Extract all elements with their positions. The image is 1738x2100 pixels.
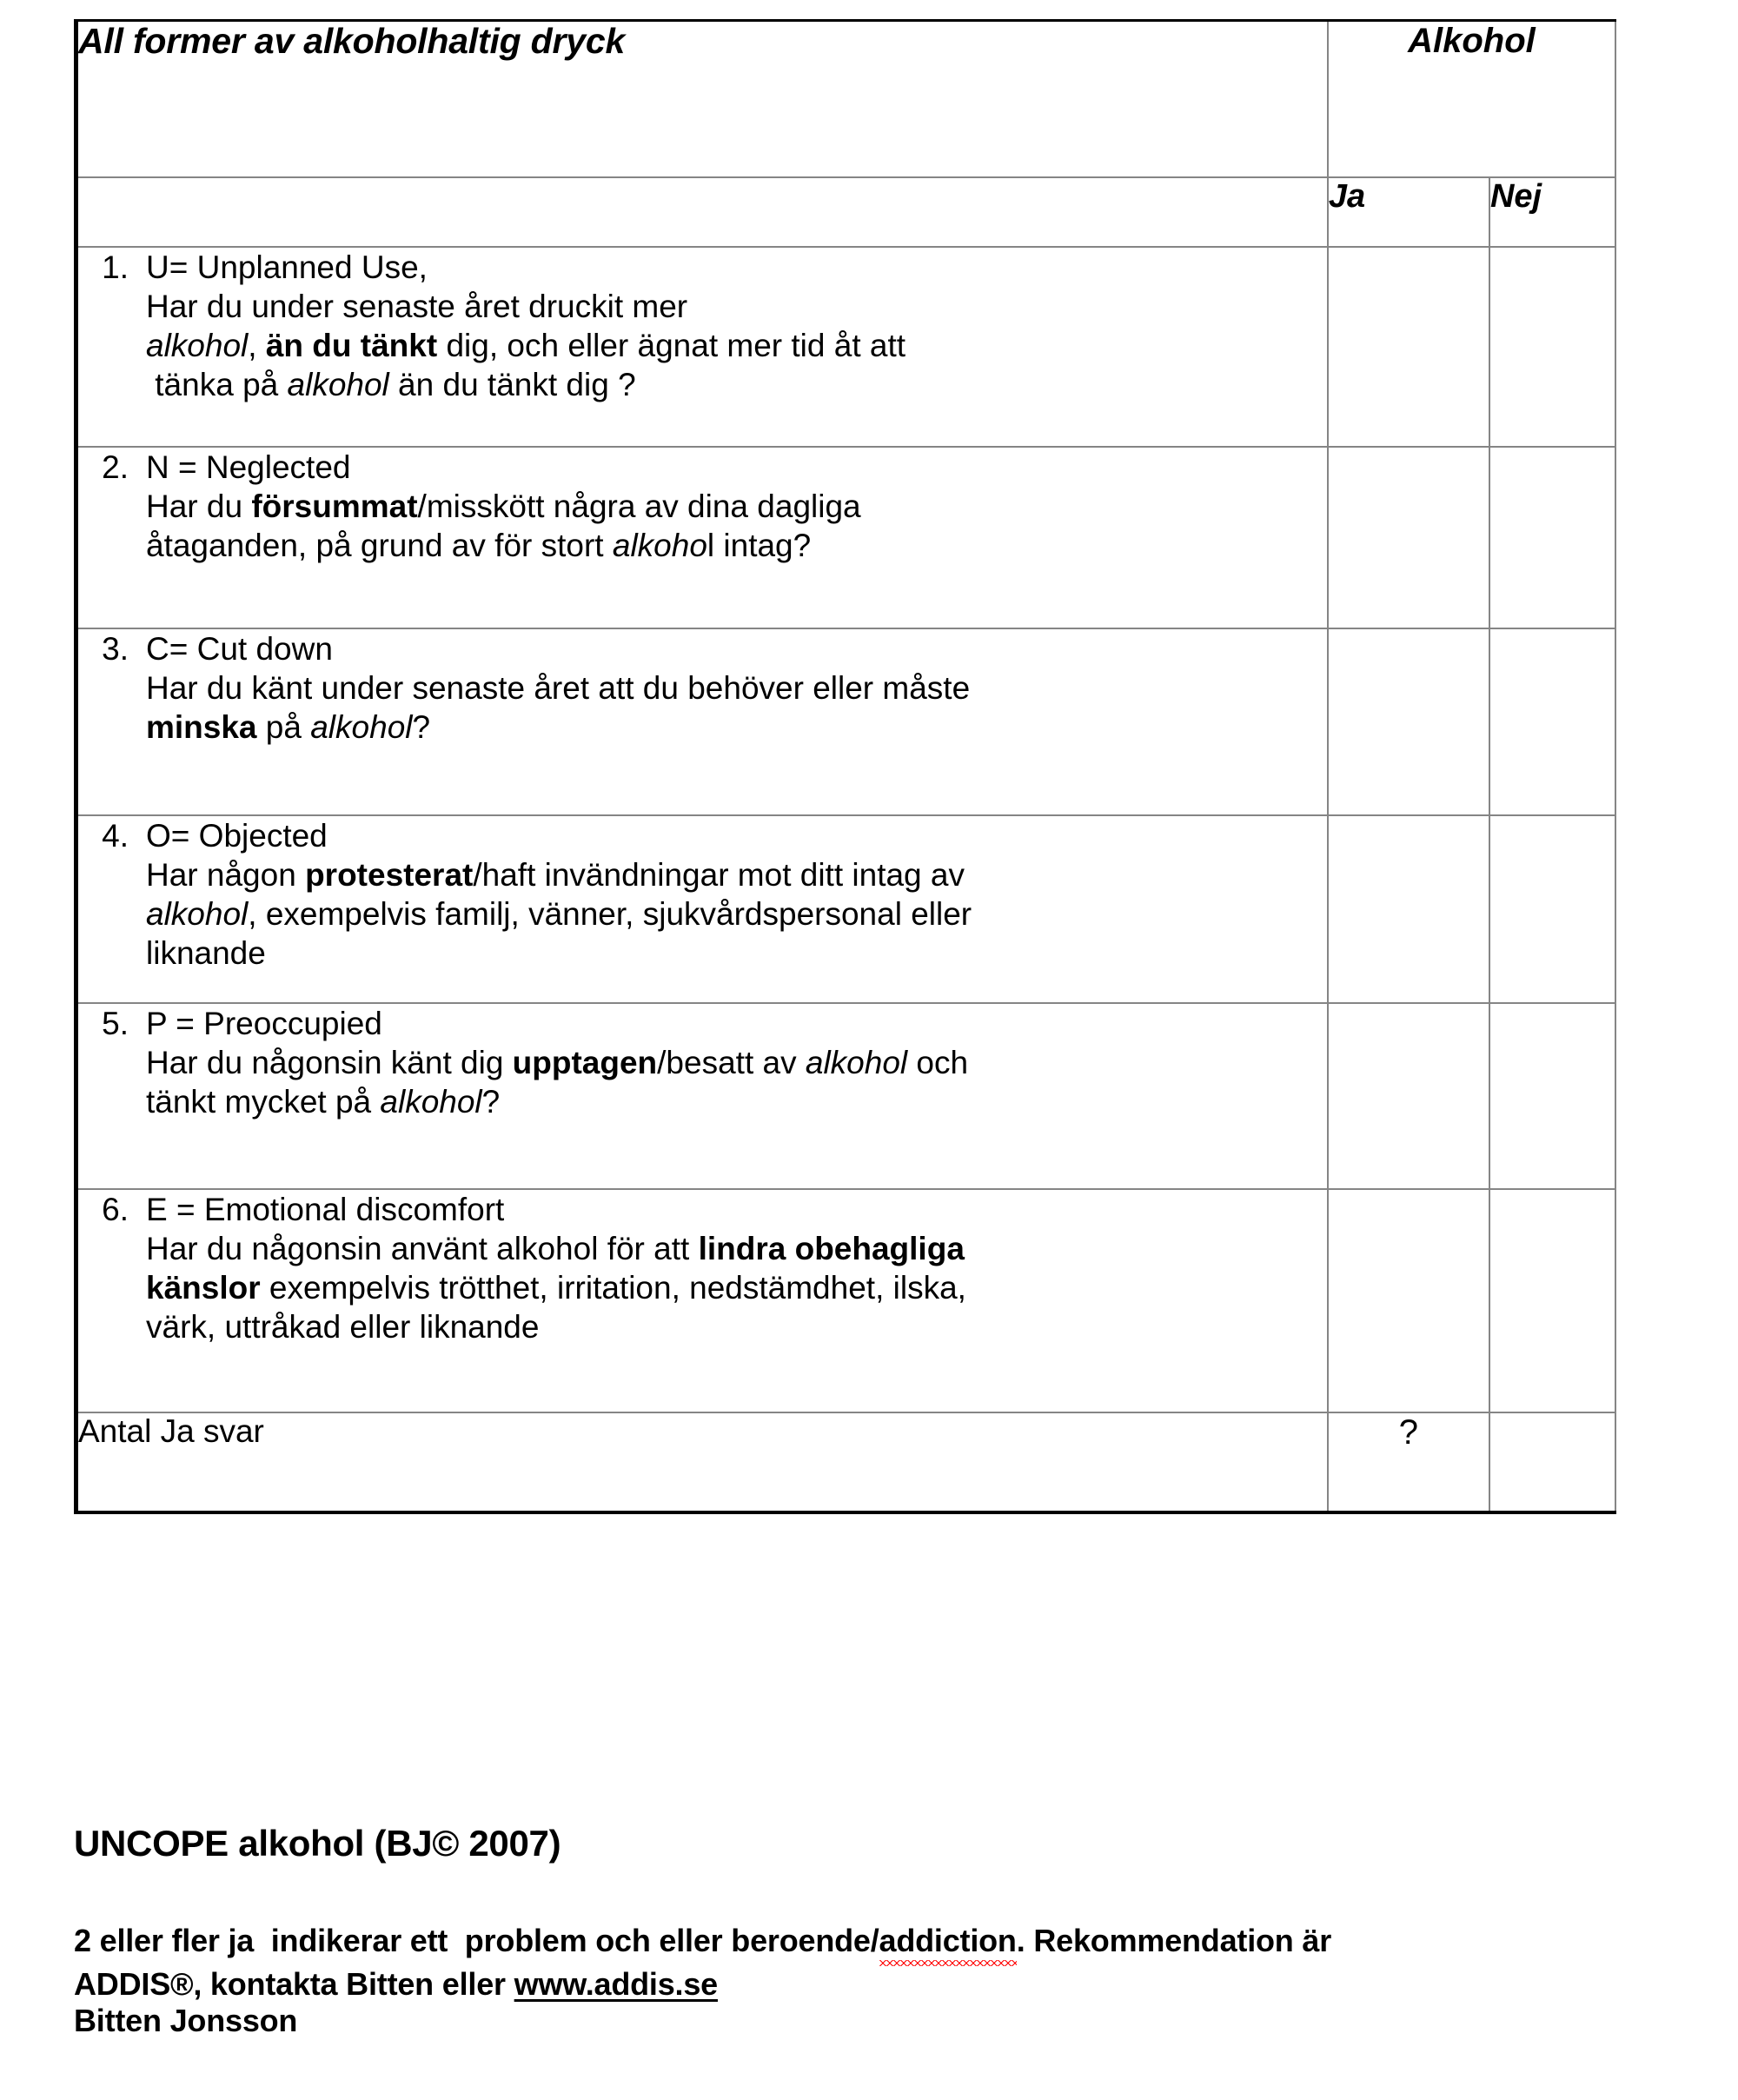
total-label: Antal Ja svar bbox=[78, 1413, 264, 1449]
plain-text: Har du någonsin använt alkohol för att bbox=[146, 1231, 699, 1267]
table-row bbox=[76, 815, 1616, 1003]
question-line bbox=[146, 248, 1327, 287]
emphasis-italic: alkohol bbox=[146, 896, 249, 933]
plain-text: Har du känt under senaste året att du behöver eller måste bbox=[146, 670, 971, 707]
question-line bbox=[146, 365, 1327, 404]
plain-text: P = Preoccupied bbox=[146, 1006, 382, 1041]
question-text-1 bbox=[146, 248, 1327, 405]
plain-text: /haft invändningar mot ditt intag av bbox=[473, 857, 965, 894]
plain-text: Har du under senaste året druckit mer bbox=[146, 289, 688, 325]
question-cell-5 bbox=[76, 1003, 1328, 1189]
plain-text: Har du bbox=[146, 488, 252, 525]
question-line bbox=[146, 629, 1327, 668]
note-line-1-prefix: 2 eller fler ja indikerar ett problem och eller beroende/ bbox=[74, 1923, 879, 1959]
total-no-cell[interactable] bbox=[1489, 1412, 1615, 1512]
total-yes-cell[interactable] bbox=[1328, 1412, 1489, 1512]
plain-text: , exempelvis familj, vänner, sjukvårdspersonal eller bbox=[248, 896, 972, 933]
author-name: Bitten Jonsson bbox=[74, 2003, 298, 2039]
question-line bbox=[146, 487, 1327, 526]
table-row bbox=[76, 1003, 1616, 1189]
question-text-5 bbox=[146, 1004, 1327, 1121]
emphasis-bold: än du tänkt bbox=[265, 328, 438, 364]
answer-nej-checkbox-6[interactable] bbox=[1489, 1189, 1615, 1412]
answer-nej-checkbox-1[interactable] bbox=[1489, 247, 1615, 447]
plain-text: U= Unplanned Use, bbox=[146, 249, 428, 285]
table-row-total bbox=[76, 1412, 1616, 1512]
table-row bbox=[76, 247, 1616, 447]
emphasis-italic: alkohol bbox=[805, 1045, 908, 1081]
question-line bbox=[146, 708, 1327, 747]
plain-text: tänkt mycket på bbox=[146, 1084, 381, 1120]
plain-text: liknande bbox=[146, 935, 266, 972]
form-title-cell bbox=[76, 21, 1328, 178]
emphasis-bold: lindra obehagliga bbox=[698, 1231, 965, 1267]
question-number-5: 5. bbox=[102, 1006, 129, 1041]
plain-text: C= Cut down bbox=[146, 631, 333, 667]
note-line-2 bbox=[74, 1966, 1690, 2003]
answer-nej-checkbox-5[interactable] bbox=[1489, 1003, 1615, 1189]
group-header-alkohol bbox=[1328, 21, 1615, 178]
question-cell-1 bbox=[76, 247, 1328, 447]
question-line bbox=[146, 1307, 1327, 1346]
table-row bbox=[76, 447, 1616, 628]
plain-text: värk, uttråkad eller liknande bbox=[146, 1309, 540, 1346]
note-line-1 bbox=[74, 1923, 1690, 1965]
uncope-alcohol-form-table bbox=[74, 19, 1616, 1514]
question-number-2: 2. bbox=[102, 449, 129, 485]
question-number-4: 4. bbox=[102, 818, 129, 854]
emphasis-bold: minska bbox=[146, 709, 257, 746]
plain-text: Har någon bbox=[146, 857, 306, 894]
question-number-3: 3. bbox=[102, 631, 129, 667]
question-line bbox=[146, 668, 1327, 708]
question-line bbox=[146, 855, 1327, 894]
question-line bbox=[146, 1190, 1327, 1229]
answer-nej-checkbox-4[interactable] bbox=[1489, 815, 1615, 1003]
total-yes-value: ? bbox=[1398, 1413, 1419, 1452]
question-line bbox=[146, 934, 1327, 973]
plain-text: åtaganden, på grund av för stort bbox=[146, 528, 613, 564]
column-header-nej-label: Nej bbox=[1489, 178, 1542, 215]
question-number-6: 6. bbox=[102, 1192, 129, 1227]
emphasis-bold: försummat bbox=[251, 488, 418, 525]
question-text-2 bbox=[146, 448, 1327, 565]
question-cell-3 bbox=[76, 628, 1328, 815]
plain-text: dig, och eller ägnat mer tid åt att bbox=[437, 328, 906, 364]
answer-ja-checkbox-1[interactable] bbox=[1328, 247, 1489, 447]
plain-text: , bbox=[248, 328, 266, 364]
addis-website-link[interactable]: www.addis.se bbox=[514, 1965, 718, 2002]
plain-text: och bbox=[907, 1045, 969, 1081]
emphasis-italic: alkohol bbox=[146, 328, 249, 364]
plain-text: tänka på bbox=[146, 367, 288, 403]
emphasis-bold: känslor bbox=[146, 1270, 261, 1306]
plain-text: N = Neglected bbox=[146, 449, 351, 485]
plain-text: /besatt av bbox=[657, 1045, 806, 1081]
question-text-3 bbox=[146, 629, 1327, 747]
question-line bbox=[146, 1229, 1327, 1268]
question-line bbox=[146, 326, 1327, 365]
plain-text: l intag? bbox=[706, 528, 812, 564]
emphasis-italic: alkoho bbox=[612, 528, 707, 564]
answer-ja-checkbox-6[interactable] bbox=[1328, 1189, 1489, 1412]
answer-ja-checkbox-2[interactable] bbox=[1328, 447, 1489, 628]
total-label-cell bbox=[76, 1412, 1328, 1512]
table-header-row-title bbox=[76, 21, 1616, 178]
answer-ja-checkbox-3[interactable] bbox=[1328, 628, 1489, 815]
plain-text: än du tänkt dig ? bbox=[388, 367, 636, 403]
table-row bbox=[76, 628, 1616, 815]
column-header-ja-label: Ja bbox=[1328, 178, 1366, 215]
column-header-nej bbox=[1489, 177, 1615, 247]
emphasis-bold: protesterat bbox=[305, 857, 474, 894]
answer-nej-checkbox-3[interactable] bbox=[1489, 628, 1615, 815]
note-line-1-suffix: . Rekommendation är bbox=[1016, 1923, 1332, 1959]
answer-ja-checkbox-5[interactable] bbox=[1328, 1003, 1489, 1189]
question-line bbox=[146, 448, 1327, 487]
question-number-1: 1. bbox=[102, 249, 129, 285]
question-cell-6 bbox=[76, 1189, 1328, 1412]
page-title: All former av alkoholhaltig dryck bbox=[78, 21, 626, 61]
plain-text: ? bbox=[412, 709, 431, 746]
question-line bbox=[146, 1004, 1327, 1043]
plain-text: /misskött några av dina dagliga bbox=[417, 488, 861, 525]
question-line bbox=[146, 816, 1327, 855]
spellcheck-error-addiction: addiction bbox=[879, 1923, 1017, 1965]
blank-subheader-cell bbox=[76, 177, 1328, 247]
plain-text: Har du någonsin känt dig bbox=[146, 1045, 513, 1081]
table-row bbox=[76, 1189, 1616, 1412]
note-line-2-prefix: ADDIS®, kontakta Bitten eller bbox=[74, 1965, 514, 2002]
plain-text: E = Emotional discomfort bbox=[146, 1192, 505, 1227]
plain-text: exempelvis trötthet, irritation, nedstämdhet, ilska, bbox=[260, 1270, 966, 1306]
plain-text: på bbox=[256, 709, 311, 746]
question-cell-4 bbox=[76, 815, 1328, 1003]
question-cell-2 bbox=[76, 447, 1328, 628]
emphasis-italic: alkohol bbox=[287, 367, 389, 403]
question-line bbox=[146, 526, 1327, 565]
plain-text: ? bbox=[481, 1084, 501, 1120]
answer-ja-checkbox-4[interactable] bbox=[1328, 815, 1489, 1003]
question-line bbox=[146, 287, 1327, 326]
emphasis-italic: alkohol bbox=[310, 709, 413, 746]
question-line bbox=[146, 1268, 1327, 1307]
column-header-ja bbox=[1328, 177, 1489, 247]
question-line bbox=[146, 1043, 1327, 1082]
recommendation-note bbox=[74, 1923, 1690, 2039]
emphasis-bold: upptagen bbox=[512, 1045, 658, 1081]
plain-text: O= Objected bbox=[146, 818, 328, 854]
emphasis-italic: alkohol bbox=[380, 1084, 482, 1120]
question-text-4 bbox=[146, 816, 1327, 974]
question-text-6 bbox=[146, 1190, 1327, 1347]
question-line bbox=[146, 1082, 1327, 1121]
question-line bbox=[146, 894, 1327, 934]
group-header-label: Alkohol bbox=[1408, 22, 1536, 60]
answer-nej-checkbox-2[interactable] bbox=[1489, 447, 1615, 628]
copyright-line: UNCOPE alkohol (BJ© 2007) bbox=[74, 1823, 561, 1864]
footer bbox=[74, 1824, 1690, 2040]
table-header-row-subcolumns bbox=[76, 177, 1616, 247]
